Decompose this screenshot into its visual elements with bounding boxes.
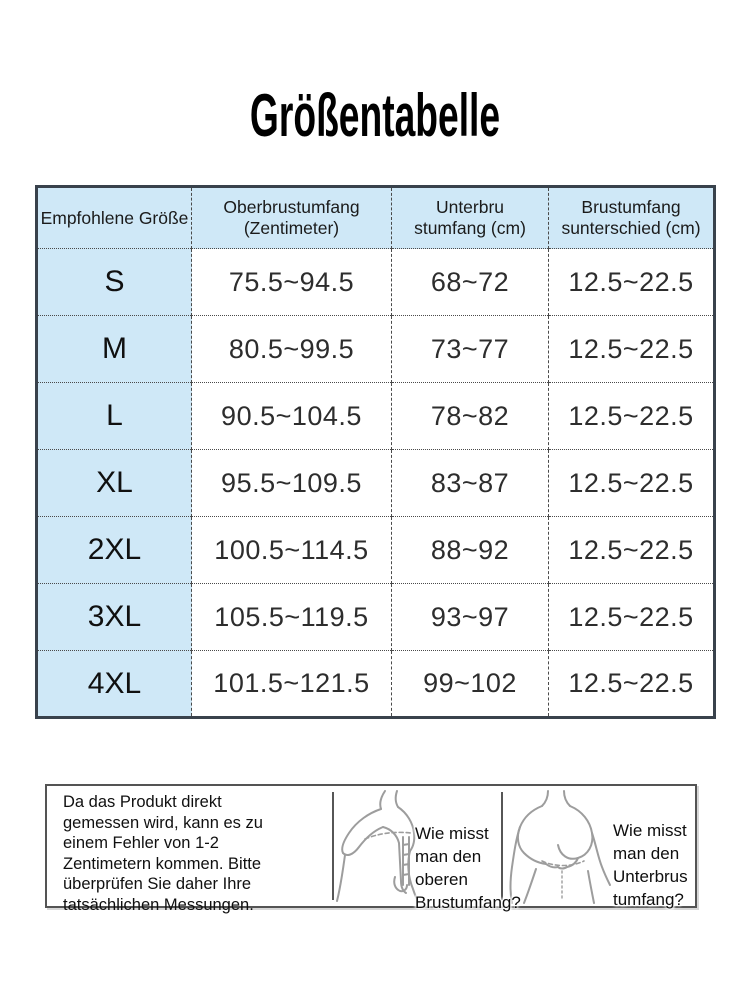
size-label: 4XL <box>37 651 192 718</box>
oberbrustumfang-value: 75.5~94.5 <box>192 249 392 316</box>
column-header-unterbrustumfang <box>392 187 549 249</box>
unterbrustumfang-value: 88~92 <box>392 517 549 584</box>
notice-line: Zentimetern kommen. Bitte <box>63 854 262 873</box>
notice-line: gemessen wird, kann es zu <box>63 813 263 832</box>
unterbrustumfang-value: 68~72 <box>392 249 549 316</box>
table-header-row <box>37 187 715 249</box>
measurement-notice <box>63 792 325 915</box>
size-table-container <box>35 185 716 719</box>
table-row <box>37 316 715 383</box>
header-line: (Zentimeter) <box>243 218 340 238</box>
differenz-value: 12.5~22.5 <box>549 517 715 584</box>
upper-bust-measurement-illustration <box>335 789 421 905</box>
table-row <box>37 450 715 517</box>
table-row <box>37 383 715 450</box>
guide-line: oberen <box>415 870 468 889</box>
under-bust-guide-text <box>613 819 688 911</box>
size-label: XL <box>37 450 192 517</box>
unterbrustumfang-value: 73~77 <box>392 316 549 383</box>
size-label: M <box>37 316 192 383</box>
oberbrustumfang-value: 100.5~114.5 <box>192 517 392 584</box>
guide-line: man den <box>415 847 482 866</box>
table-row <box>37 584 715 651</box>
size-label: S <box>37 249 192 316</box>
vertical-divider <box>332 792 334 900</box>
column-header-oberbrustumfang <box>192 187 392 249</box>
oberbrustumfang-value: 90.5~104.5 <box>192 383 392 450</box>
differenz-value: 12.5~22.5 <box>549 450 715 517</box>
table-row <box>37 651 715 718</box>
guide-line: Unterbrus <box>613 867 688 886</box>
upper-bust-guide-text <box>415 822 521 914</box>
oberbrustumfang-value: 80.5~99.5 <box>192 316 392 383</box>
guide-line: man den <box>613 844 680 863</box>
notice-line: tatsächlichen Messungen. <box>63 895 254 914</box>
differenz-value: 12.5~22.5 <box>549 316 715 383</box>
size-label: 3XL <box>37 584 192 651</box>
column-header-empfohlene-groesse <box>37 187 192 249</box>
header-line: Empfohlene Größe <box>40 207 189 228</box>
measurement-info-box <box>45 784 697 914</box>
notice-line: Da das Produkt direkt <box>63 793 222 811</box>
oberbrustumfang-value: 95.5~109.5 <box>192 450 392 517</box>
header-line: Brustumfang <box>581 197 681 217</box>
oberbrustumfang-value: 105.5~119.5 <box>192 584 392 651</box>
notice-line: einem Fehler von 1-2 <box>63 834 219 852</box>
guide-line: tumfang? <box>613 890 684 909</box>
size-table <box>35 185 716 719</box>
differenz-value: 12.5~22.5 <box>549 584 715 651</box>
unterbrustumfang-value: 99~102 <box>392 651 549 718</box>
guide-line: Wie misst <box>613 821 687 840</box>
unterbrustumfang-value: 93~97 <box>392 584 549 651</box>
notice-line: überprüfen Sie daher Ihre <box>63 875 252 893</box>
header-line: Unterbru <box>435 197 505 217</box>
unterbrustumfang-value: 83~87 <box>392 450 549 517</box>
header-line: stumfang (cm) <box>414 218 526 238</box>
guide-line: Brustumfang? <box>415 893 521 912</box>
page-title: Größentabelle <box>249 82 501 149</box>
size-label: L <box>37 383 192 450</box>
table-row <box>37 249 715 316</box>
table-row <box>37 517 715 584</box>
header-line: Oberbrustumfang <box>223 197 360 217</box>
differenz-value: 12.5~22.5 <box>549 383 715 450</box>
column-header-brustumfangsunterschied <box>549 187 715 249</box>
oberbrustumfang-value: 101.5~121.5 <box>192 651 392 718</box>
size-label: 2XL <box>37 517 192 584</box>
differenz-value: 12.5~22.5 <box>549 249 715 316</box>
differenz-value: 12.5~22.5 <box>549 651 715 718</box>
unterbrustumfang-value: 78~82 <box>392 383 549 450</box>
guide-line: Wie misst <box>415 824 489 843</box>
header-line: sunterschied (cm) <box>561 218 701 238</box>
under-bust-measurement-illustration <box>506 789 612 905</box>
